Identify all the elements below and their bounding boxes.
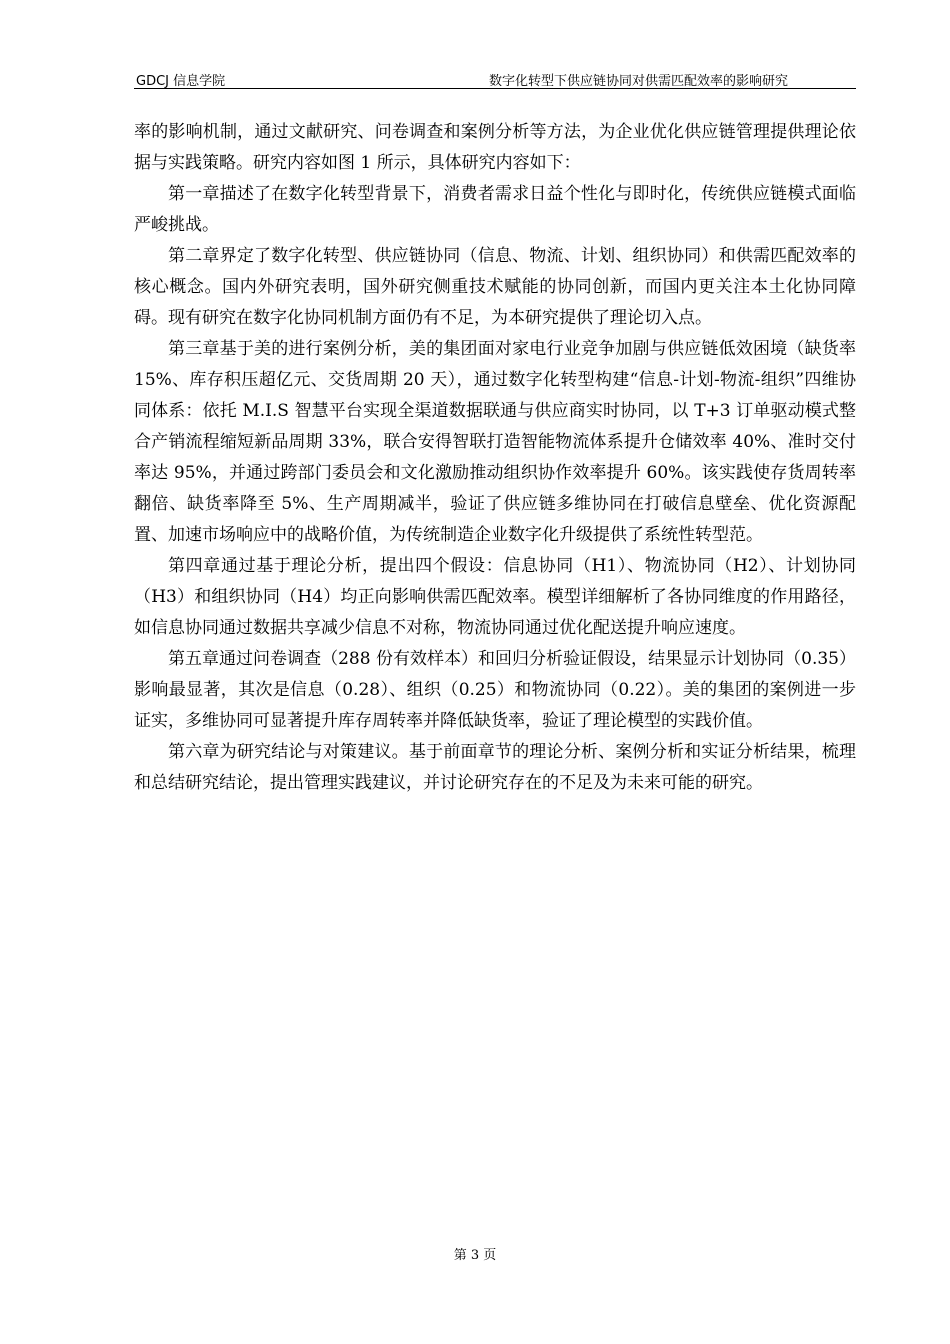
page-number: 第 3 页	[453, 1248, 497, 1263]
page-header	[134, 68, 856, 89]
body-text	[134, 117, 856, 799]
paragraph-chapter-5: 第五章通过问卷调查（288 份有效样本）和回归分析验证假设，结果显示计划协同（0.35）影响最显著，其次是信息（0.28）、组织（0.25）和物流协同（0.22）。美的集团的案例进一步证实，多维协同可显著提升库存周转率并降低缺货率，验证了理论模型的实践价值。	[134, 649, 856, 731]
header-thesis-title: 数字化转型下供应链协同对供需匹配效率的影响研究	[488, 74, 788, 89]
paragraph-chapter-1: 第一章描述了在数字化转型背景下，消费者需求日益个性化与即时化，传统供应链模式面临严峻挑战。	[134, 184, 856, 235]
paragraph-chapter-2: 第二章界定了数字化转型、供应链协同（信息、物流、计划、组织协同）和供需匹配效率的核心概念。国内外研究表明，国外研究侧重技术赋能的协同创新，而国内更关注本土化协同障碍。现有研究在数字化协同机制方面仍有不足，为本研究提供了理论切入点。	[134, 246, 856, 328]
paragraph-continuation: 率的影响机制，通过文献研究、问卷调查和案例分析等方法，为企业优化供应链管理提供理论依据与实践策略。研究内容如图 1 所示，具体研究内容如下：	[134, 122, 856, 173]
paragraph-chapter-3: 第三章基于美的进行案例分析，美的集团面对家电行业竞争加剧与供应链低效困境（缺货率 15%、库存积压超亿元、交货周期 20 天），通过数字化转型构建“信息-计划-物流-组织”四维协同体系：依托 M.I.S 智慧平台实现全渠道数据联通与供应商实时协同，以 T+3 订单驱动模式整合产销流程缩短新品周期 33%，联合安得智联打造智能物流体系提升仓储效率 40%、准时交付率达 95%，并通过跨部门委员会和文化激励推动组织协作效率提升 60%。该实践使存货周转率翻倍、缺货率降至 5%、生产周期减半，验证了供应链多维协同在打破信息壁垒、优化资源配置、加速市场响应中的战略价值，为传统制造企业数字化升级提供了系统性转型范。	[134, 339, 856, 545]
paragraph-chapter-6: 第六章为研究结论与对策建议。基于前面章节的理论分析、案例分析和实证分析结果，梳理和总结研究结论，提出管理实践建议，并讨论研究存在的不足及为未来可能的研究。	[134, 742, 856, 793]
paragraph-chapter-4: 第四章通过基于理论分析，提出四个假设：信息协同（H1）、物流协同（H2）、计划协同（H3）和组织协同（H4）均正向影响供需匹配效率。模型详细解析了各协同维度的作用路径，如信息协同通过数据共享减少信息不对称，物流协同通过优化配送提升响应速度。	[134, 556, 856, 638]
header-institution: GDCJ 信息学院	[136, 74, 226, 89]
